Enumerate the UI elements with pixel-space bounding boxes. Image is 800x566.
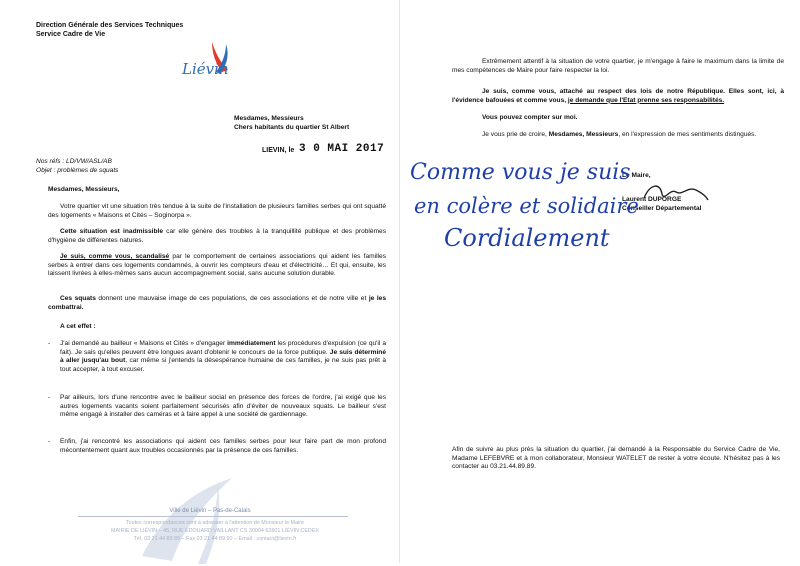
date-city: LIEVIN, le <box>262 147 295 154</box>
right-paragraph-4: Je vous prie de croire, Mesdames, Messieurs, en l'expression de mes sentiments distingués. <box>482 131 757 138</box>
logo-text: Liévin <box>182 60 229 78</box>
bullet-3: Enfin, j'ai rencontré les associations qui aident ces familles serbes pour leur faire part de mon profond mécontentement quant aux troubles occasionnés par la présence de ces familles. <box>60 438 386 454</box>
paragraph-1: Votre quartier vit une situation très tendue à la suite de l'installation de plusieurs familles serbes qui ont squatté des logements « Maisons et Cités – Soginorpa ». <box>48 203 386 219</box>
signature-role: Le Maire, <box>622 172 651 179</box>
subject: Objet : problèmes de squats <box>36 167 119 174</box>
handwritten-line-1: Comme vous je suis <box>410 160 631 185</box>
paragraph-2: Cette situation est inadmissible car elle génère des troubles à la tranquillité publique et des problèmes d'hygiène de différentes natures. <box>48 228 386 244</box>
footer-title: Ville de Liévin – Pas-de-Calais <box>169 508 251 514</box>
addressee-line1: Mesdames, Messieurs <box>234 115 304 122</box>
header-service: Service Cadre de Vie <box>36 31 106 38</box>
paragraph-3: Je suis, comme vous, scandalisé par le comportement de certaines associations qui aident les familles serbes à entrer dans ces logements condamnés, à ouvrir les compteurs d'eau et d'électricité… Et qui, ensuite, les laissent livrées à elles-mêmes sans aucun accompagnement social, sans aucune solution durable. <box>48 253 386 278</box>
addressee-line2: Chers habitants du quartier St Albert <box>234 124 350 131</box>
bullet-2: Par ailleurs, lors d'une rencontre avec le bailleur social en présence des forces de l'ordre, j'ai exigé que les autres logements vacants soient parfaitement sécurisés afin d'éviter de nouveaux squats. Le bailleur s'est même engagé à installer des caméras et à faire appel à une société de gardiennage. <box>60 394 386 419</box>
handwritten-line-2: en colère et solidaire <box>414 194 639 218</box>
date-stamp: 3 0 MAI 2017 <box>299 143 385 155</box>
letter-page-left <box>0 0 400 563</box>
footer-rule <box>78 516 348 517</box>
signature-title: Conseiller Départemental <box>622 205 702 212</box>
our-references: Nos réfs : LD/VW/ASL/AB <box>36 158 112 165</box>
signature-scribble-icon <box>640 180 710 206</box>
letter-page-right <box>400 0 800 563</box>
bullet-dash-icon: - <box>48 438 51 445</box>
closing-paragraph: Afin de suivre au plus près la situation du quartier, j'ai demandé à la Responsable du Service Cadre de Vie, Madame LEFEBVRE et à mon collaborateur, Monsieur WATELET de rester à votre écoute. N'hésitez pas à les contacter au 03.21.44.89.89. <box>452 446 780 471</box>
salutation: Mesdames, Messieurs, <box>48 186 120 193</box>
paragraph-4: Ces squats donnent une mauvaise image de ces populations, de ces associations et de notre ville et je les combattrai. <box>48 295 387 311</box>
right-paragraph-2: Je suis, comme vous, attaché au respect des lois de notre République. Elles sont, ici, à l'évidence bafouées et comme vous, je demande que l'Etat prenne ses responsabilités. <box>452 88 784 104</box>
handwritten-line-3: Cordialement <box>444 224 610 252</box>
right-paragraph-3: Vous pouvez compter sur moi. <box>482 114 578 121</box>
signature-name: Laurent DUPORGE <box>622 196 682 203</box>
bullet-dash-icon: - <box>48 394 51 401</box>
footer-line1: Toutes correspondances sont à adresser à l'attention de Monsieur le Maire <box>125 520 305 526</box>
bullet-dash-icon: - <box>48 340 51 347</box>
footer-line3: Tél. 03 21 44 89 89 – Fax 03 21 44 89 90 – Email : contact@lievin.fr <box>133 536 297 542</box>
effect-label: A cet effet : <box>60 323 96 330</box>
right-paragraph-1: Extrêmement attentif à la situation de votre quartier, je m'engage à faire le maximum dans la limite de mes compétences de Maire pour faire respecter la loi. <box>452 58 784 74</box>
header-org: Direction Générale des Services Techniques <box>36 22 184 29</box>
city-logo <box>176 40 246 82</box>
footer-line2: MAIRIE DE LIÉVIN – 45, RUE EDOUARD VAILLANT CS 30004 62801 LIÉVIN CEDEX <box>110 528 320 534</box>
bullet-1: J'ai demandé au bailleur « Maisons et Cités » d'engager immédiatement les procédures d'expulsion (ce qu'il a fait). Je sais qu'elles peuvent être longues avant d'obtenir le concours de la force publique. Je suis déterminé à aller jusqu'au bout, car même si j'entends la désespérance humaine de ces familles, je ne suis pas prêt à tout accepter, à tout excuser. <box>60 340 386 373</box>
